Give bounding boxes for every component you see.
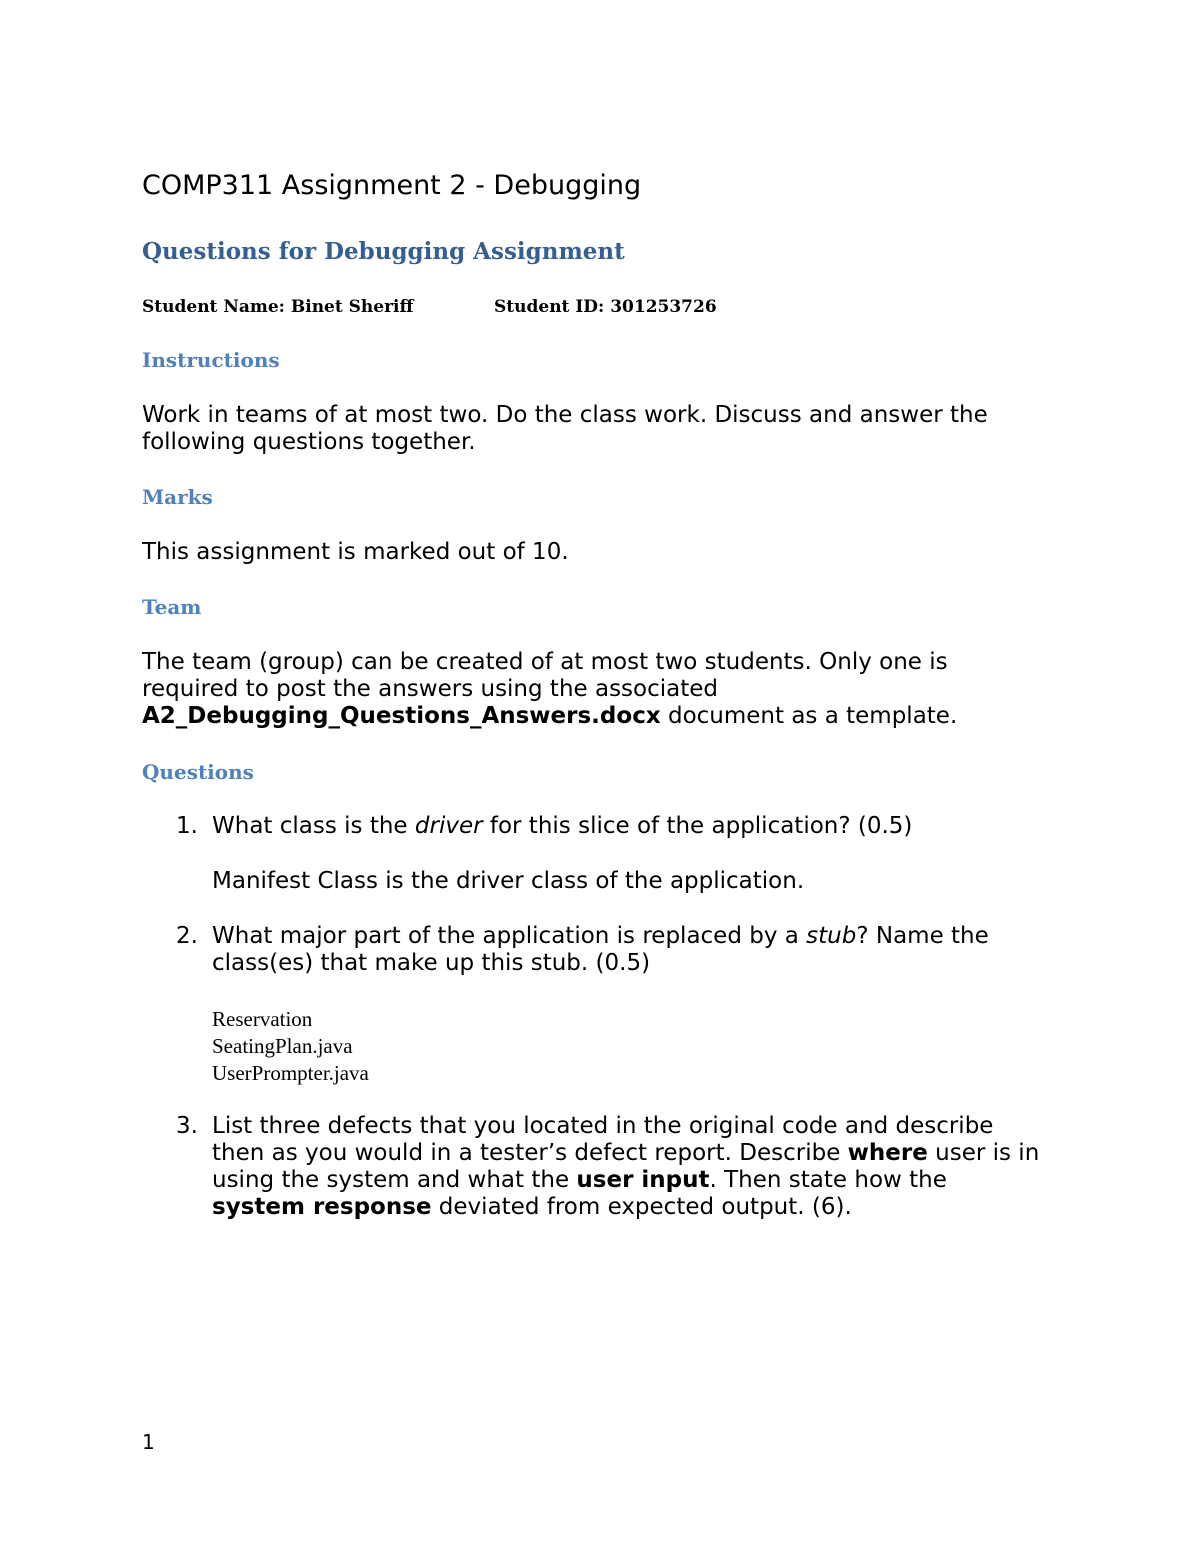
question-3-part1: List three defects that you located in the original code and describe then as you would in a tester’s defect report. Describe: [212, 1113, 994, 1166]
question-1-text: [212, 813, 1052, 840]
question-1-text-before: What class is the: [212, 813, 415, 839]
team-text-part2: document as a template.: [660, 703, 958, 729]
instructions-heading: Instructions: [142, 348, 280, 372]
question-1-text-after: for this slice of the application? (0.5): [482, 813, 913, 839]
student-name: Student Name: Binet Sheriff: [142, 297, 414, 317]
questions-heading: Questions: [142, 760, 254, 784]
document-title: COMP311 Assignment 2 - Debugging: [142, 170, 642, 201]
question-2-emphasis: stub: [806, 923, 857, 949]
student-info-row: [142, 297, 717, 317]
question-3-number: 3.: [176, 1113, 198, 1139]
question-1-answer: Manifest Class is the driver class of the application.: [212, 868, 805, 894]
answer-class-seatingplan: SeatingPlan.java: [212, 1034, 353, 1058]
question-3-bold-system-response: system response: [212, 1194, 432, 1220]
document-subtitle: Questions for Debugging Assignment: [142, 238, 625, 265]
question-3-text: [212, 1113, 1042, 1221]
team-heading: Team: [142, 595, 202, 619]
answer-class-reservation: Reservation: [212, 1007, 313, 1031]
question-2-number: 2.: [176, 923, 198, 949]
question-1-emphasis: driver: [414, 813, 483, 839]
question-2-text-before: What major part of the application is replaced by a: [212, 923, 807, 949]
question-1-number: 1.: [176, 813, 198, 839]
student-id: Student ID: 301253726: [494, 297, 717, 317]
question-3-bold-user-input: user input: [576, 1167, 710, 1193]
question-3-part2: user is in using the system and what the: [212, 1140, 1040, 1193]
question-2-text-after: ? Name the class(es) that make up this stub. (0.5): [212, 923, 989, 976]
page-number: 1: [142, 1430, 155, 1454]
question-3-bold-where: where: [847, 1140, 928, 1166]
question-2-answer-list: [212, 1006, 369, 1087]
question-3-part4: deviated from expected output. (6).: [431, 1194, 852, 1220]
answer-class-userprompter: UserPrompter.java: [212, 1061, 369, 1085]
marks-text: This assignment is marked out of 10.: [142, 539, 569, 565]
marks-heading: Marks: [142, 485, 213, 509]
template-filename: A2_Debugging_Questions_Answers.docx: [142, 703, 661, 729]
question-3-part3: . Then state how the: [709, 1167, 947, 1193]
team-text: [142, 649, 1022, 730]
instructions-text: Work in teams of at most two. Do the class work. Discuss and answer the following questions together.: [142, 402, 988, 455]
question-2-text: [212, 923, 1042, 977]
team-text-part1: The team (group) can be created of at most two students. Only one is required to post the answers using the associated: [142, 649, 948, 702]
